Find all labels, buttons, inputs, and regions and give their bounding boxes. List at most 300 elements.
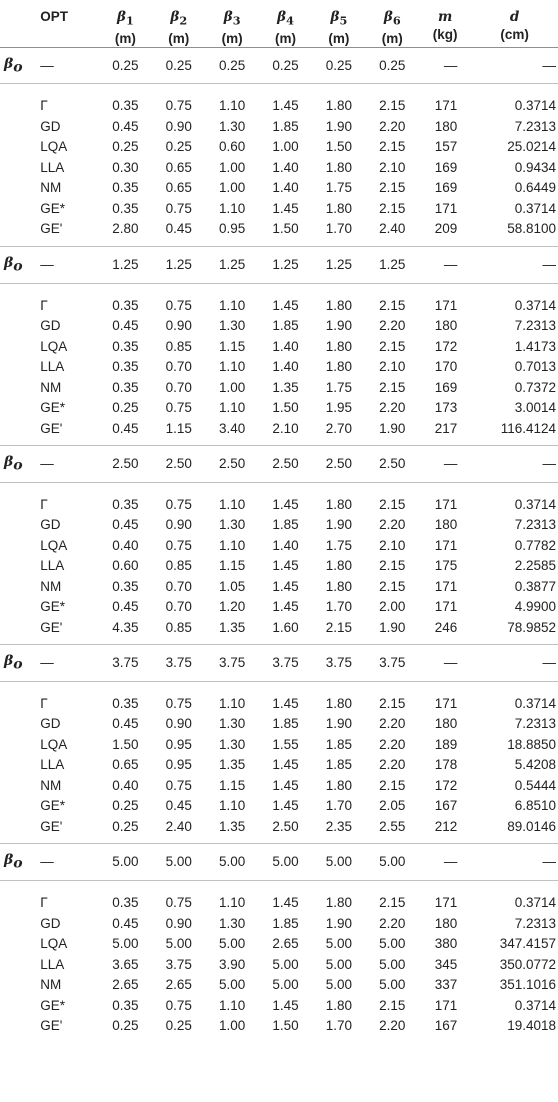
table-row (0, 776, 558, 797)
beta0-cell: 0.25 (165, 57, 192, 73)
value-cell: 0.95 (165, 736, 192, 752)
beta0-cell: — (40, 655, 54, 671)
value-cell: 0.7782 (514, 537, 556, 553)
value-cell: 2.20 (379, 915, 406, 931)
beta0-cell: 3.75 (165, 655, 192, 671)
value-cell: 116.4124 (500, 420, 556, 436)
value-cell: 7.2313 (514, 915, 556, 931)
row-blank-cell (0, 934, 40, 955)
value-cell: 1.15 (218, 558, 246, 574)
method-cell: NM (40, 977, 62, 993)
value-cell: 1.30 (218, 118, 246, 134)
value-cell: 1.00 (218, 159, 246, 175)
value-cell: 1.90 (325, 915, 353, 931)
method-cell: Γ (40, 496, 48, 512)
value-cell: 2.20 (379, 400, 406, 416)
value-cell: 0.35 (112, 200, 139, 216)
value-cell: 212 (434, 818, 458, 834)
value-cell: 1.45 (272, 558, 299, 574)
value-cell: 171 (434, 297, 458, 313)
row-blank-cell (0, 817, 40, 844)
value-cell: 1.80 (325, 297, 353, 313)
value-cell: 2.70 (325, 420, 353, 436)
header-unit: (cm) (500, 27, 529, 42)
beta0-label (0, 645, 40, 682)
method-cell: LQA (40, 537, 68, 553)
value-cell: 1.40 (272, 537, 299, 553)
row-blank-cell (0, 357, 40, 378)
method-cell: GE' (40, 818, 63, 834)
value-cell: 1.30 (218, 736, 246, 752)
value-cell: 2.20 (379, 716, 406, 732)
value-cell: 0.25 (112, 798, 139, 814)
beta0-cell: — (40, 854, 54, 870)
beta0-row (0, 645, 558, 682)
value-cell: 3.90 (218, 956, 246, 972)
value-cell: 2.20 (379, 318, 406, 334)
value-cell: 2.35 (325, 818, 353, 834)
value-cell: 0.7013 (514, 359, 556, 375)
value-cell: 2.50 (272, 818, 299, 834)
value-cell: 0.75 (165, 777, 192, 793)
beta0-cell: — (40, 455, 54, 471)
table-row (0, 296, 558, 317)
value-cell: 1.4173 (514, 338, 556, 354)
value-cell: 189 (434, 736, 458, 752)
value-cell: 1.90 (325, 517, 353, 533)
value-cell: 0.45 (112, 118, 139, 134)
value-cell: 1.45 (272, 599, 299, 615)
row-blank-cell (0, 515, 40, 536)
beta0-subscript: o (13, 656, 23, 673)
value-cell: 0.6449 (514, 180, 556, 196)
header-symbol: β (330, 9, 340, 25)
value-cell: 347.4157 (499, 936, 556, 952)
beta0-subscript: o (13, 258, 23, 275)
beta0-cell: — (443, 854, 458, 870)
value-cell: 0.3877 (514, 578, 556, 594)
value-cell: 1.00 (218, 379, 246, 395)
value-cell: 0.25 (112, 400, 139, 416)
beta0-cell: — (542, 455, 556, 471)
spacer-cell (0, 84, 558, 97)
method-cell: Γ (40, 895, 48, 911)
table-row (0, 117, 558, 138)
beta0-cell: 3.75 (272, 655, 299, 671)
value-cell: 0.45 (112, 517, 139, 533)
table-header (0, 0, 558, 47)
header-symbol: β (223, 9, 233, 25)
value-cell: 172 (434, 777, 458, 793)
value-cell: 5.00 (379, 936, 406, 952)
value-cell: 5.4208 (514, 757, 556, 773)
beta0-cell: 1.25 (218, 256, 246, 272)
table-row (0, 1016, 558, 1037)
beta0-label (0, 47, 40, 84)
value-cell: 1.45 (272, 98, 299, 114)
value-cell: 1.35 (218, 757, 246, 773)
value-cell: 180 (434, 318, 458, 334)
value-cell: 171 (434, 578, 458, 594)
value-cell: 1.10 (218, 400, 246, 416)
value-cell: 1.85 (272, 517, 299, 533)
row-blank-cell (0, 199, 40, 220)
table-row (0, 378, 558, 399)
header-unit: (m) (221, 30, 243, 46)
value-cell: 1.85 (325, 757, 353, 773)
method-cell: GE* (40, 200, 66, 216)
value-cell: 1.10 (218, 798, 246, 814)
value-cell: 0.60 (112, 558, 139, 574)
table-row (0, 714, 558, 735)
header-subscript: 4 (286, 13, 294, 28)
value-cell: 0.25 (112, 139, 139, 155)
value-cell: 3.65 (112, 956, 139, 972)
value-cell: 0.85 (165, 558, 192, 574)
value-cell: 1.45 (272, 997, 299, 1013)
beta0-symbol: β (4, 852, 14, 869)
value-cell: 0.9434 (514, 159, 556, 175)
value-cell: 0.90 (165, 517, 192, 533)
value-cell: 1.10 (218, 359, 246, 375)
table-row (0, 398, 558, 419)
value-cell: 0.45 (112, 599, 139, 615)
value-cell: 1.90 (379, 619, 406, 635)
header-subscript: 6 (392, 13, 401, 28)
method-cell: GE* (40, 798, 66, 814)
value-cell: 0.25 (165, 139, 192, 155)
value-cell: 246 (434, 619, 458, 635)
beta0-symbol: β (4, 454, 14, 471)
value-cell: 0.3714 (514, 98, 556, 114)
row-blank-cell (0, 694, 40, 715)
row-blank-cell (0, 556, 40, 577)
value-cell: 1.80 (325, 159, 353, 175)
method-cell: GD (40, 318, 61, 334)
beta0-row (0, 446, 558, 483)
header-symbol: β (116, 9, 126, 25)
method-cell: GD (40, 716, 61, 732)
value-cell: 2.10 (379, 159, 406, 175)
value-cell: 3.40 (218, 420, 246, 436)
value-cell: 167 (434, 1018, 458, 1034)
beta0-cell: — (443, 57, 458, 73)
value-cell: 0.70 (165, 359, 192, 375)
value-cell: 1.70 (325, 798, 353, 814)
value-cell: 0.40 (112, 537, 139, 553)
value-cell: 1.85 (325, 736, 353, 752)
row-blank-cell (0, 96, 40, 117)
beta0-cell: 3.75 (379, 655, 406, 671)
header-col-d (471, 0, 558, 47)
method-cell: GD (40, 915, 61, 931)
row-blank-cell (0, 536, 40, 557)
value-cell: 0.45 (165, 221, 192, 237)
value-cell: 0.90 (165, 118, 192, 134)
group-spacer (0, 84, 558, 97)
value-cell: 1.10 (218, 200, 246, 216)
value-cell: 1.70 (325, 599, 353, 615)
value-cell: 1.75 (325, 180, 353, 196)
value-cell: 0.75 (165, 895, 192, 911)
value-cell: 1.50 (112, 736, 139, 752)
value-cell: 157 (434, 139, 458, 155)
value-cell: 1.45 (272, 578, 299, 594)
row-blank-cell (0, 714, 40, 735)
value-cell: 0.3714 (514, 695, 556, 711)
value-cell: 1.30 (218, 517, 246, 533)
value-cell: 180 (434, 716, 458, 732)
header-col-beta4 (259, 0, 312, 47)
value-cell: 1.50 (325, 139, 353, 155)
value-cell: 1.80 (325, 895, 353, 911)
value-cell: 171 (434, 695, 458, 711)
method-cell: NM (40, 777, 62, 793)
value-cell: 2.15 (379, 558, 406, 574)
value-cell: 1.35 (272, 379, 299, 395)
value-cell: 1.85 (272, 118, 299, 134)
value-cell: 5.00 (325, 936, 353, 952)
row-blank-cell (0, 618, 40, 645)
value-cell: 0.65 (112, 757, 139, 773)
spacer-cell (0, 681, 558, 694)
beta0-symbol: β (4, 653, 14, 670)
value-cell: 1.85 (272, 915, 299, 931)
value-cell: 0.45 (112, 716, 139, 732)
row-blank-cell (0, 378, 40, 399)
beta0-label (0, 844, 40, 881)
value-cell: 89.0146 (507, 818, 556, 834)
group-spacer (0, 881, 558, 894)
value-cell: 167 (434, 798, 458, 814)
value-cell: 0.35 (112, 379, 139, 395)
row-blank-cell (0, 914, 40, 935)
value-cell: 1.30 (218, 915, 246, 931)
beta0-cell: 1.25 (379, 256, 406, 272)
value-cell: 2.15 (379, 379, 406, 395)
header-unit: (m) (381, 30, 403, 46)
beta0-row (0, 47, 558, 84)
value-cell: 0.95 (165, 757, 192, 773)
value-cell: 1.45 (272, 895, 299, 911)
table-row (0, 755, 558, 776)
value-cell: 5.00 (379, 956, 406, 972)
value-cell: 1.30 (218, 716, 246, 732)
value-cell: 1.10 (218, 496, 246, 512)
value-cell: 1.80 (325, 200, 353, 216)
value-cell: 1.15 (218, 338, 246, 354)
value-cell: 1.10 (218, 695, 246, 711)
value-cell: 6.8510 (514, 798, 556, 814)
value-cell: 1.80 (325, 558, 353, 574)
value-cell: 1.35 (218, 619, 246, 635)
method-cell: GE* (40, 400, 66, 416)
value-cell: 2.00 (379, 599, 406, 615)
value-cell: 1.80 (325, 695, 353, 711)
table-row (0, 178, 558, 199)
value-cell: 1.70 (325, 221, 353, 237)
header-symbol: m (437, 9, 453, 25)
value-cell: 1.45 (272, 496, 299, 512)
method-cell: LLA (40, 359, 65, 375)
value-cell: 0.7372 (514, 379, 556, 395)
table-row (0, 597, 558, 618)
value-cell: 0.90 (165, 318, 192, 334)
value-cell: 1.80 (325, 578, 353, 594)
row-blank-cell (0, 296, 40, 317)
value-cell: 7.2313 (514, 118, 556, 134)
table-row (0, 796, 558, 817)
value-cell: 2.15 (379, 180, 406, 196)
group-spacer (0, 283, 558, 296)
value-cell: 0.65 (165, 180, 192, 196)
value-cell: 5.00 (325, 956, 353, 972)
value-cell: 345 (434, 956, 458, 972)
value-cell: 0.75 (165, 200, 192, 216)
row-blank-cell (0, 316, 40, 337)
value-cell: 0.85 (165, 619, 192, 635)
value-cell: 0.25 (165, 1018, 192, 1034)
value-cell: 169 (434, 379, 458, 395)
row-blank-cell (0, 996, 40, 1017)
beta0-cell: 1.25 (325, 256, 353, 272)
value-cell: 1.90 (379, 420, 406, 436)
value-cell: 2.65 (165, 977, 192, 993)
value-cell: 1.30 (218, 318, 246, 334)
beta0-subscript: o (13, 457, 23, 474)
value-cell: 171 (434, 895, 458, 911)
value-cell: 2.15 (379, 895, 406, 911)
value-cell: 19.4018 (507, 1018, 556, 1034)
value-cell: 1.10 (218, 997, 246, 1013)
table-row (0, 199, 558, 220)
value-cell: 1.10 (218, 895, 246, 911)
value-cell: 0.75 (165, 997, 192, 1013)
value-cell: 1.85 (272, 716, 299, 732)
header-col-beta5 (312, 0, 365, 47)
beta0-label (0, 246, 40, 283)
row-blank-cell (0, 219, 40, 246)
header-col-beta6 (366, 0, 419, 47)
value-cell: 5.00 (325, 977, 353, 993)
value-cell: 1.90 (325, 118, 353, 134)
beta0-cell: 5.00 (272, 854, 299, 870)
value-cell: 4.35 (112, 619, 139, 635)
value-cell: 0.25 (112, 1018, 139, 1034)
row-blank-cell (0, 158, 40, 179)
value-cell: 2.65 (112, 977, 139, 993)
beta0-row (0, 844, 558, 881)
beta0-cell: 2.50 (112, 455, 139, 471)
value-cell: 3.75 (165, 956, 192, 972)
value-cell: 0.5444 (514, 777, 556, 793)
value-cell: 1.10 (218, 98, 246, 114)
row-blank-cell (0, 1016, 40, 1037)
beta0-cell: 3.75 (218, 655, 246, 671)
value-cell: 0.35 (112, 180, 139, 196)
value-cell: 1.45 (272, 777, 299, 793)
beta0-cell: 5.00 (165, 854, 192, 870)
value-cell: 171 (434, 200, 458, 216)
value-cell: 0.35 (112, 895, 139, 911)
table-row (0, 694, 558, 715)
value-cell: 0.85 (165, 338, 192, 354)
value-cell: 1.95 (325, 400, 353, 416)
method-cell: LQA (40, 139, 68, 155)
header-subscript: 3 (232, 13, 241, 28)
header-unit: (kg) (432, 27, 458, 42)
value-cell: 171 (434, 496, 458, 512)
value-cell: 18.8850 (507, 736, 556, 752)
table-row (0, 996, 558, 1017)
beta0-cell: 1.25 (272, 256, 299, 272)
spacer-cell (0, 283, 558, 296)
value-cell: 1.40 (272, 338, 299, 354)
value-cell: 1.80 (325, 997, 353, 1013)
beta0-cell: 5.00 (379, 854, 406, 870)
value-cell: 5.00 (218, 936, 246, 952)
value-cell: 1.80 (325, 338, 353, 354)
value-cell: 1.75 (325, 537, 353, 553)
beta0-cell: 0.25 (379, 57, 406, 73)
beta0-cell: 0.25 (272, 57, 299, 73)
value-cell: 1.90 (325, 318, 353, 334)
value-cell: 2.15 (325, 619, 353, 635)
value-cell: 0.60 (218, 139, 246, 155)
method-cell: NM (40, 180, 62, 196)
row-blank-cell (0, 975, 40, 996)
value-cell: 337 (434, 977, 458, 993)
value-cell: 2.15 (379, 578, 406, 594)
value-cell: 171 (434, 997, 458, 1013)
spacer-cell (0, 881, 558, 894)
beta0-symbol: β (4, 254, 14, 271)
value-cell: 0.35 (112, 338, 139, 354)
value-cell: 58.8100 (507, 221, 556, 237)
value-cell: 2.05 (379, 798, 406, 814)
value-cell: 2.15 (379, 496, 406, 512)
beta0-cell: 0.25 (112, 57, 139, 73)
value-cell: 1.55 (272, 736, 299, 752)
table-row (0, 618, 558, 645)
method-cell: LLA (40, 159, 65, 175)
row-blank-cell (0, 178, 40, 199)
value-cell: 175 (434, 558, 458, 574)
beta0-cell: — (542, 57, 556, 73)
value-cell: 1.05 (218, 578, 246, 594)
value-cell: 0.90 (165, 716, 192, 732)
value-cell: 1.40 (272, 180, 299, 196)
value-cell: 178 (434, 757, 458, 773)
value-cell: 169 (434, 180, 458, 196)
row-blank-cell (0, 955, 40, 976)
method-cell: GE' (40, 619, 63, 635)
group-spacer (0, 681, 558, 694)
value-cell: 0.75 (165, 537, 192, 553)
row-blank-cell (0, 597, 40, 618)
table-row (0, 158, 558, 179)
value-cell: 1.40 (272, 359, 299, 375)
value-cell: 2.20 (379, 736, 406, 752)
method-cell: LLA (40, 757, 65, 773)
method-cell: GE' (40, 420, 63, 436)
value-cell: 1.75 (325, 379, 353, 395)
value-cell: 0.35 (112, 297, 139, 313)
spacer-cell (0, 482, 558, 495)
beta0-subscript: o (13, 59, 23, 76)
value-cell: 5.00 (379, 977, 406, 993)
beta0-cell: 2.50 (272, 455, 299, 471)
